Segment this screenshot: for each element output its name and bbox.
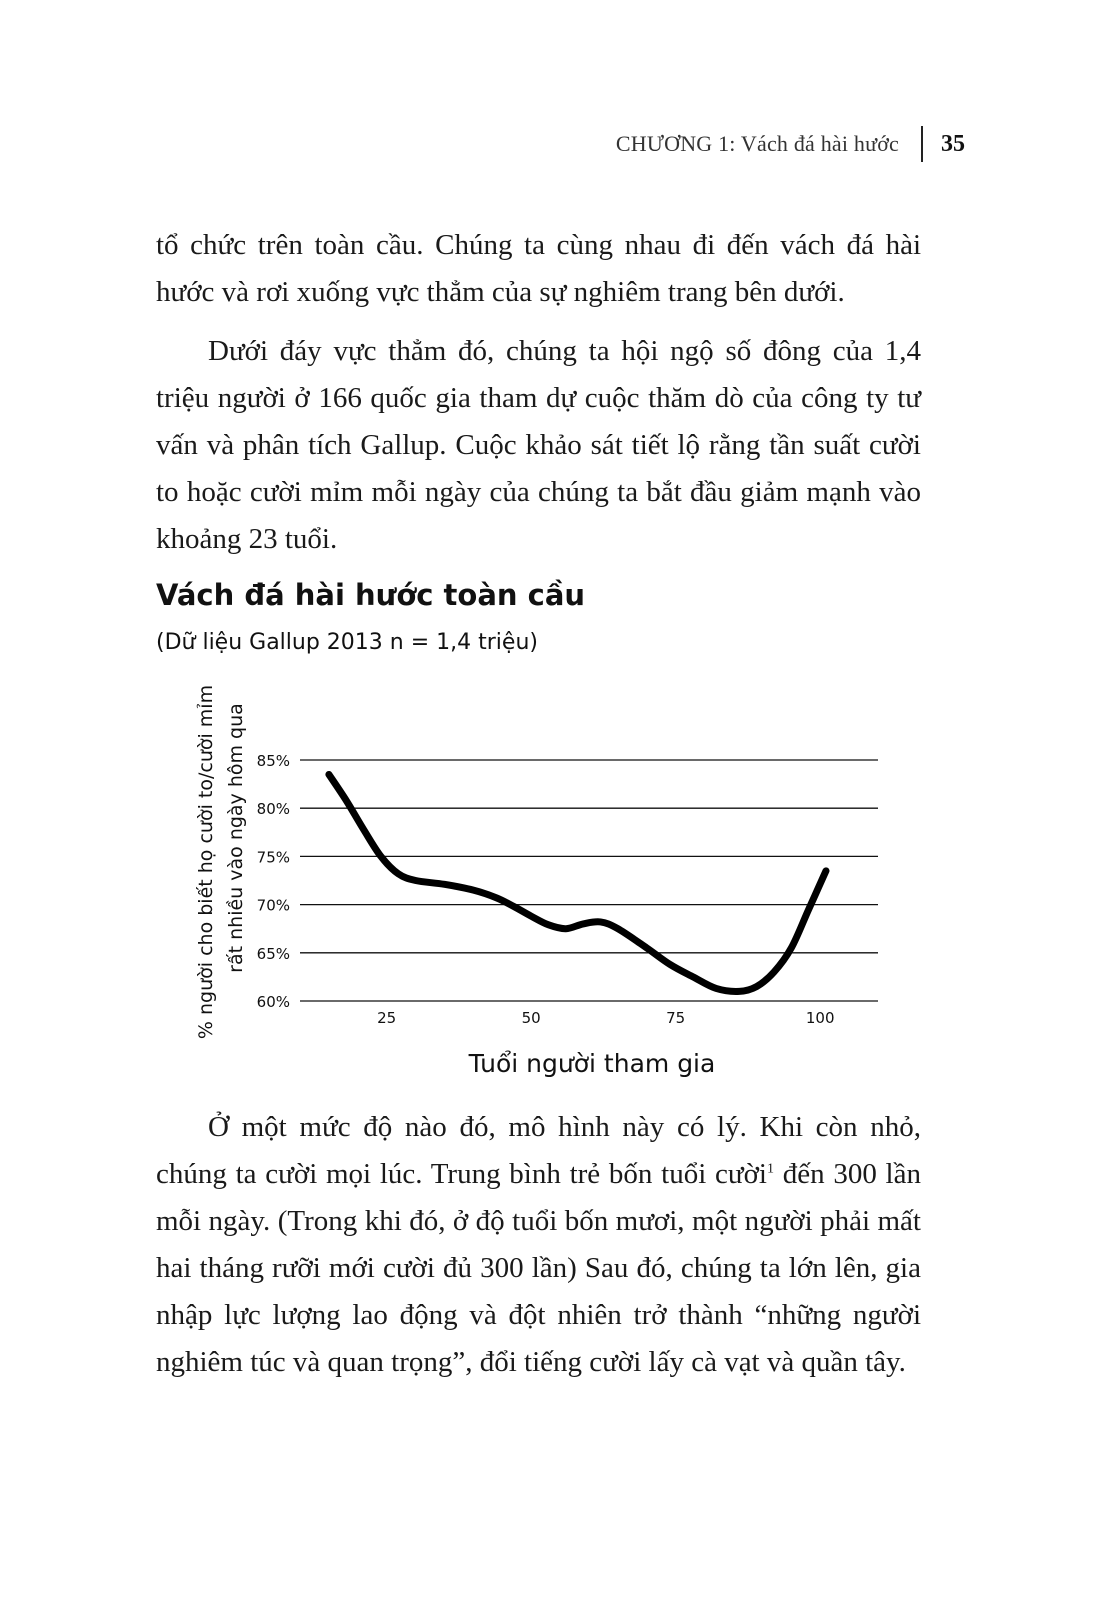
y-tick-label: 65%	[256, 944, 290, 963]
y-tick-label: 70%	[256, 896, 290, 915]
y-tick-label: 60%	[256, 993, 290, 1011]
page-number: 35	[941, 130, 965, 157]
y-axis-label-line-1: % người cho biết họ cười to/cười mỉm	[195, 684, 217, 1040]
x-tick-label: 100	[805, 1009, 835, 1027]
footnote-ref: 1	[766, 1161, 774, 1177]
y-tick-label: 85%	[256, 752, 290, 770]
humor-cliff-chart	[150, 680, 890, 1080]
paragraph-3-text-cont: đến 300 lần mỗi ngày. (Trong khi đó, ở độ tuổi bốn mươi, một người phải mất hai tháng rưỡi mới cười đủ 300 lần) Sau đó, chúng ta lớn lên, gia nhập lực lượng lao động và đột nhiên trở thành “những người nghiêm túc và quan trọng”, đổi tiếng cười lấy cà vạt và quần tây.	[156, 1158, 921, 1378]
chapter-title: CHƯƠNG 1: Vách đá hài hước	[615, 131, 899, 156]
paragraph-1: tổ chức trên toàn cầu. Chúng ta cùng nhau đi đến vách đá hài hước và rơi xuống vực thẳm của sự nghiêm trang bên dưới.	[156, 229, 921, 308]
figure-subtitle: (Dữ liệu Gallup 2013 n = 1,4 triệu)	[156, 630, 538, 655]
x-tick-label: 50	[521, 1009, 541, 1027]
y-tick-label: 75%	[256, 848, 290, 867]
header-separator	[921, 126, 923, 162]
running-head	[616, 126, 965, 162]
paragraph-2: Dưới đáy vực thẳm đó, chúng ta hội ngộ số đông của 1,4 triệu người ở 166 quốc gia tham dự cuộc thăm dò của công ty tư vấn và phân tích Gallup. Cuộc khảo sát tiết lộ rằng tần suất cười to hoặc cười mỉm mỗi ngày của chúng ta bắt đầu giảm mạnh vào khoảng 23 tuổi.	[156, 335, 921, 555]
series-line-0	[329, 774, 826, 991]
y-axis-label-line-2: rất nhiều vào ngày hôm qua	[225, 703, 247, 973]
x-tick-label: 25	[377, 1009, 397, 1027]
x-tick-label: 75	[666, 1009, 686, 1027]
figure-title: Vách đá hài hước toàn cầu	[156, 578, 586, 612]
y-tick-label: 80%	[256, 800, 290, 819]
paragraph-3	[156, 1104, 921, 1386]
x-axis-label: Tuổi người tham gia	[468, 1049, 716, 1078]
paragraph-3-text: Ở một mức độ nào đó, mô hình này có lý. Khi còn nhỏ, chúng ta cười mọi lúc. Trung bình trẻ bốn tuổi cười	[156, 1111, 921, 1190]
